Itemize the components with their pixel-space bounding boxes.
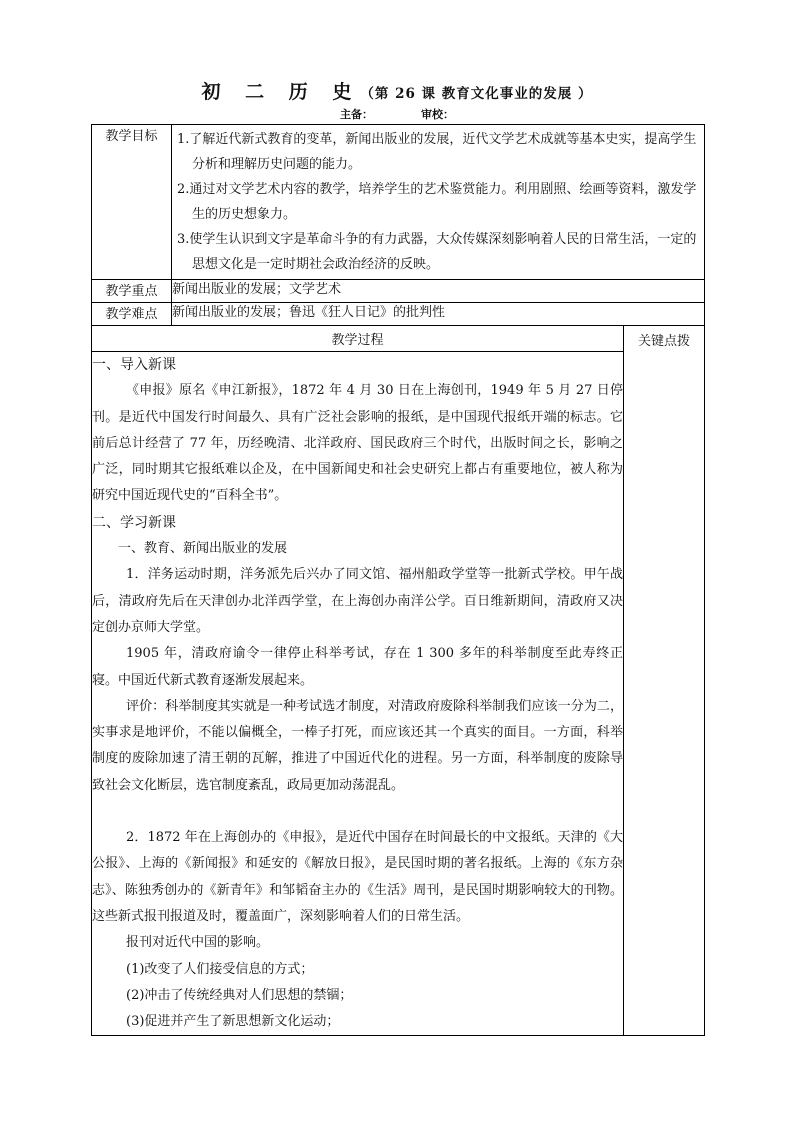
preparer-label: 主备： [340, 108, 373, 121]
objective-item: 2.通过对文学艺术内容的教学，培养学生的艺术鉴赏能力。利用剧照、绘画等资料，激发学生的历史想象力。 [177, 182, 697, 222]
process-content [92, 352, 624, 1036]
objectives-row [92, 125, 705, 280]
paragraph: 1．洋务运动时期，洋务派先后兴办了同文馆、福州船政学堂等一批新式学校。甲午战后，清政府先后在天津创办北洋西学堂，在上海创办南洋公学。百日维新期间，清政府又决定创办京师大学堂。 [92, 567, 623, 635]
paragraph: 2．1872 年在上海创办的《申报》，是近代中国存在时间最长的中文报纸。天津的《大公报》、上海的《新闻报》和延安的《解放日报》，是民国时期的著名报纸。上海的《东方杂志》、陈独秀创办的《新青年》和邹韬奋主办的《生活》周刊，是民国时期影响较大的刊物。这些新式报刊报道及时，覆盖面广，深刻影响着人们的日常生活。 [92, 830, 623, 924]
document-title [0, 77, 794, 104]
key-points-row [92, 280, 705, 303]
process-content-row [92, 352, 705, 1036]
key-points-content: 新闻出版业的发展；文学艺术 [172, 280, 705, 303]
objective-item: 3.使学生认识到文字是革命斗争的有力武器，大众传媒深刻影响着人民的日常生活，一定的思想文化是一定时期社会政治经济的反映。 [177, 232, 697, 272]
section-heading: 一、导入新课 [92, 357, 176, 373]
blank-line [92, 799, 623, 825]
paragraph: 报刊对近代中国的影响。 [126, 935, 270, 951]
key-points-label: 教学重点 [92, 280, 172, 303]
lesson-plan-table [91, 124, 705, 1036]
list-item: (2)冲击了传统经典对人们思想的禁锢； [126, 987, 353, 1003]
difficulties-label: 教学难点 [92, 303, 172, 326]
objective-item: 1.了解近代新式教育的变革，新闻出版业的发展，近代文学艺术成就等基本史实，提高学生分析和理解历史问题的能力。 [177, 132, 697, 172]
section-heading: 二、学习新课 [92, 514, 176, 531]
difficulties-row [92, 303, 705, 326]
objectives-content [172, 125, 705, 280]
intro-paragraph: 《申报》原名《申江新报》，1872 年 4 月 30 日在上海创刊，1949 年 5 月 27 日停刊。是近代中国发行时间最久、具有广泛社会影响的报纸，是中国现代报纸开端的标志。它前后总计经营了 77 年，历经晚清、北洋政府、国民政府三个时代，出版时间之长，影响之广泛，同时期其它报纸难以企及，在中国新闻史和社会史研究上都占有重要地位，被人称为研究中国近现代史的“百科全书”。 [92, 383, 623, 504]
reviewer-label: 审校： [421, 108, 454, 121]
paragraph: 1905 年，清政府谕令一律停止科举考试，存在 1 300 多年的科举制度至此寿终正寝。中国近代新式教育逐渐发展起来。 [92, 646, 623, 688]
list-item: (3)促进并产生了新思想新文化运动； [126, 1014, 340, 1030]
process-header: 教学过程 [92, 326, 624, 352]
subsection-heading: 一、教育、新闻出版业的发展 [118, 541, 288, 557]
paragraph: 评价：科举制度其实就是一种考试选才制度，对清政府废除科举制我们应该一分为二，实事求是地评价，不能以偏概全，一棒子打死，而应该还其一个真实的面目。一方面，科举制度的废除加速了清王朝的瓦解，推进了中国近代化的进程。另一方面，科举制度的废除导致社会文化断层，选官制度紊乱，政局更加动荡混乱。 [92, 698, 623, 793]
process-header-row [92, 326, 705, 352]
difficulties-content: 新闻出版业的发展；鲁迅《狂人日记》的批判性 [172, 303, 705, 326]
author-line [340, 106, 454, 122]
objectives-label: 教学目标 [92, 125, 172, 280]
course-title: 初 二 历 史 [201, 81, 361, 103]
key-tips-column [624, 326, 705, 1036]
list-item: (1)改变了人们接受信息的方式； [126, 961, 314, 977]
lesson-subtitle: （第 26 课 教育文化事业的发展 ） [360, 86, 593, 102]
key-tips-header: 关键点拨 [637, 334, 690, 349]
